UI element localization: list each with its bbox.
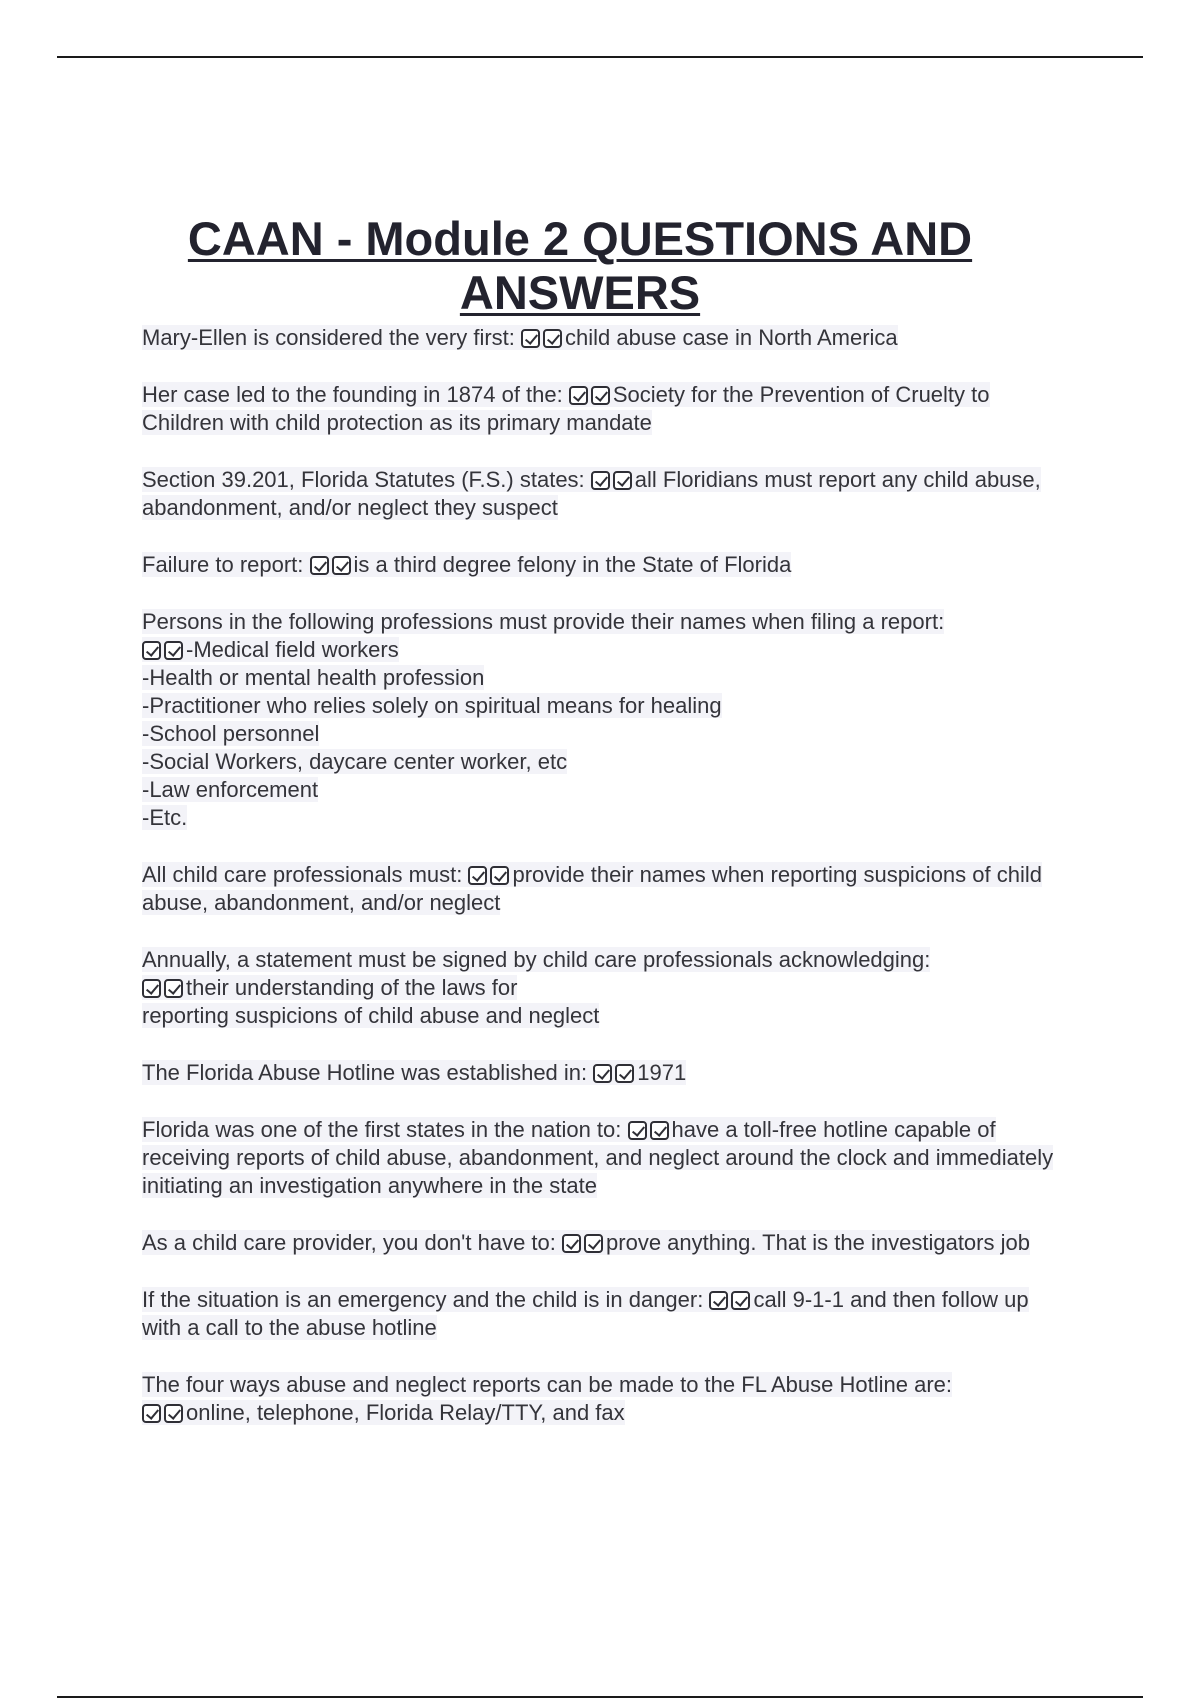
checkbox-icon xyxy=(731,1291,750,1310)
qa-item xyxy=(142,1229,1072,1257)
answer-line: -Etc. xyxy=(142,805,188,830)
checkbox-icon xyxy=(562,1234,581,1253)
checkbox-icon xyxy=(164,641,183,660)
qa-item xyxy=(142,551,1072,579)
answer-line: reporting suspicions of child abuse and neglect xyxy=(142,1003,600,1028)
answer-line: -Health or mental health profession xyxy=(142,665,485,690)
qa-item xyxy=(142,608,1072,832)
document-title: CAAN - Module 2 QUESTIONS AND ANSWERS xyxy=(187,212,973,319)
answer-text: all Floridians must report any child abuse, abandonment, and/or neglect they suspect xyxy=(142,467,1041,520)
question-text: Mary-Ellen is considered the very first: xyxy=(142,325,515,350)
checkbox-icon xyxy=(628,1121,647,1140)
qa-item xyxy=(142,1059,1072,1087)
question-text: Failure to report: xyxy=(142,552,304,577)
checkbox-icon xyxy=(650,1121,669,1140)
checkbox-icon xyxy=(164,979,183,998)
answer-line: provide their names when reporting suspicions of child xyxy=(512,862,1042,887)
checkbox-icon xyxy=(310,556,329,575)
answer-line: -School personnel xyxy=(142,721,320,746)
answer-text: call 9-1-1 and then follow up with a call to the abuse hotline xyxy=(142,1287,1029,1340)
checkbox-icon xyxy=(543,329,562,348)
answer-text: Society for the Prevention of Cruelty to Children with child protection as its primary mandate xyxy=(142,382,990,435)
qa-item xyxy=(142,1116,1072,1200)
checkbox-icon xyxy=(332,556,351,575)
answer-text: is a third degree felony in the State of Florida xyxy=(353,552,792,577)
checkbox-icon xyxy=(490,866,509,885)
answer-line: -Medical field workers xyxy=(186,637,399,662)
question-text: As a child care provider, you don't have to: xyxy=(142,1230,556,1255)
answer-line: their understanding of the laws for xyxy=(186,975,518,1000)
checkbox-icon xyxy=(613,471,632,490)
question-text: The four ways abuse and neglect reports can be made to the FL Abuse Hotline are: xyxy=(142,1372,953,1397)
checkbox-icon xyxy=(569,386,588,405)
qa-list xyxy=(142,324,1072,1456)
question-text: All child care professionals must: xyxy=(142,862,463,887)
question-text: Section 39.201, Florida Statutes (F.S.) states: xyxy=(142,467,585,492)
qa-item xyxy=(142,324,1072,352)
checkbox-icon xyxy=(591,386,610,405)
question-text: Her case led to the founding in 1874 of the: xyxy=(142,382,563,407)
answer-text: have a toll-free hotline capable of receiving reports of child abuse, abandonment, and neglect around the clock and immediately initiating an investigation anywhere in the state xyxy=(142,1117,1054,1198)
checkbox-icon xyxy=(709,1291,728,1310)
checkbox-icon xyxy=(142,1404,161,1423)
answer-line: -Practitioner who relies solely on spiritual means for healing xyxy=(142,693,722,718)
checkbox-icon xyxy=(593,1064,612,1083)
checkbox-icon xyxy=(615,1064,634,1083)
question-text: If the situation is an emergency and the child is in danger: xyxy=(142,1287,704,1312)
question-text: The Florida Abuse Hotline was established in: xyxy=(142,1060,588,1085)
checkbox-icon xyxy=(142,641,161,660)
question-text: Florida was one of the first states in the nation to: xyxy=(142,1117,622,1142)
bottom-rule xyxy=(57,1696,1143,1698)
checkbox-icon xyxy=(521,329,540,348)
qa-item xyxy=(142,946,1072,1030)
answer-text: online, telephone, Florida Relay/TTY, and fax xyxy=(186,1400,625,1425)
answer-text: child abuse case in North America xyxy=(565,325,898,350)
answer-text: prove anything. That is the investigators job xyxy=(606,1230,1030,1255)
qa-item xyxy=(142,381,1072,437)
question-text: Annually, a statement must be signed by child care professionals acknowledging: xyxy=(142,947,931,972)
answer-line: abuse, abandonment, and/or neglect xyxy=(142,890,501,915)
checkbox-icon xyxy=(591,471,610,490)
qa-item xyxy=(142,1371,1072,1427)
checkbox-icon xyxy=(584,1234,603,1253)
qa-item xyxy=(142,466,1072,522)
answer-line: -Law enforcement xyxy=(142,777,319,802)
checkbox-icon xyxy=(142,979,161,998)
checkbox-icon xyxy=(164,1404,183,1423)
qa-item xyxy=(142,861,1072,917)
answer-line: -Social Workers, daycare center worker, etc xyxy=(142,749,568,774)
top-rule xyxy=(57,56,1143,58)
answer-text: 1971 xyxy=(637,1060,687,1085)
question-text: Persons in the following professions must provide their names when filing a report: xyxy=(142,609,945,634)
qa-item xyxy=(142,1286,1072,1342)
checkbox-icon xyxy=(468,866,487,885)
